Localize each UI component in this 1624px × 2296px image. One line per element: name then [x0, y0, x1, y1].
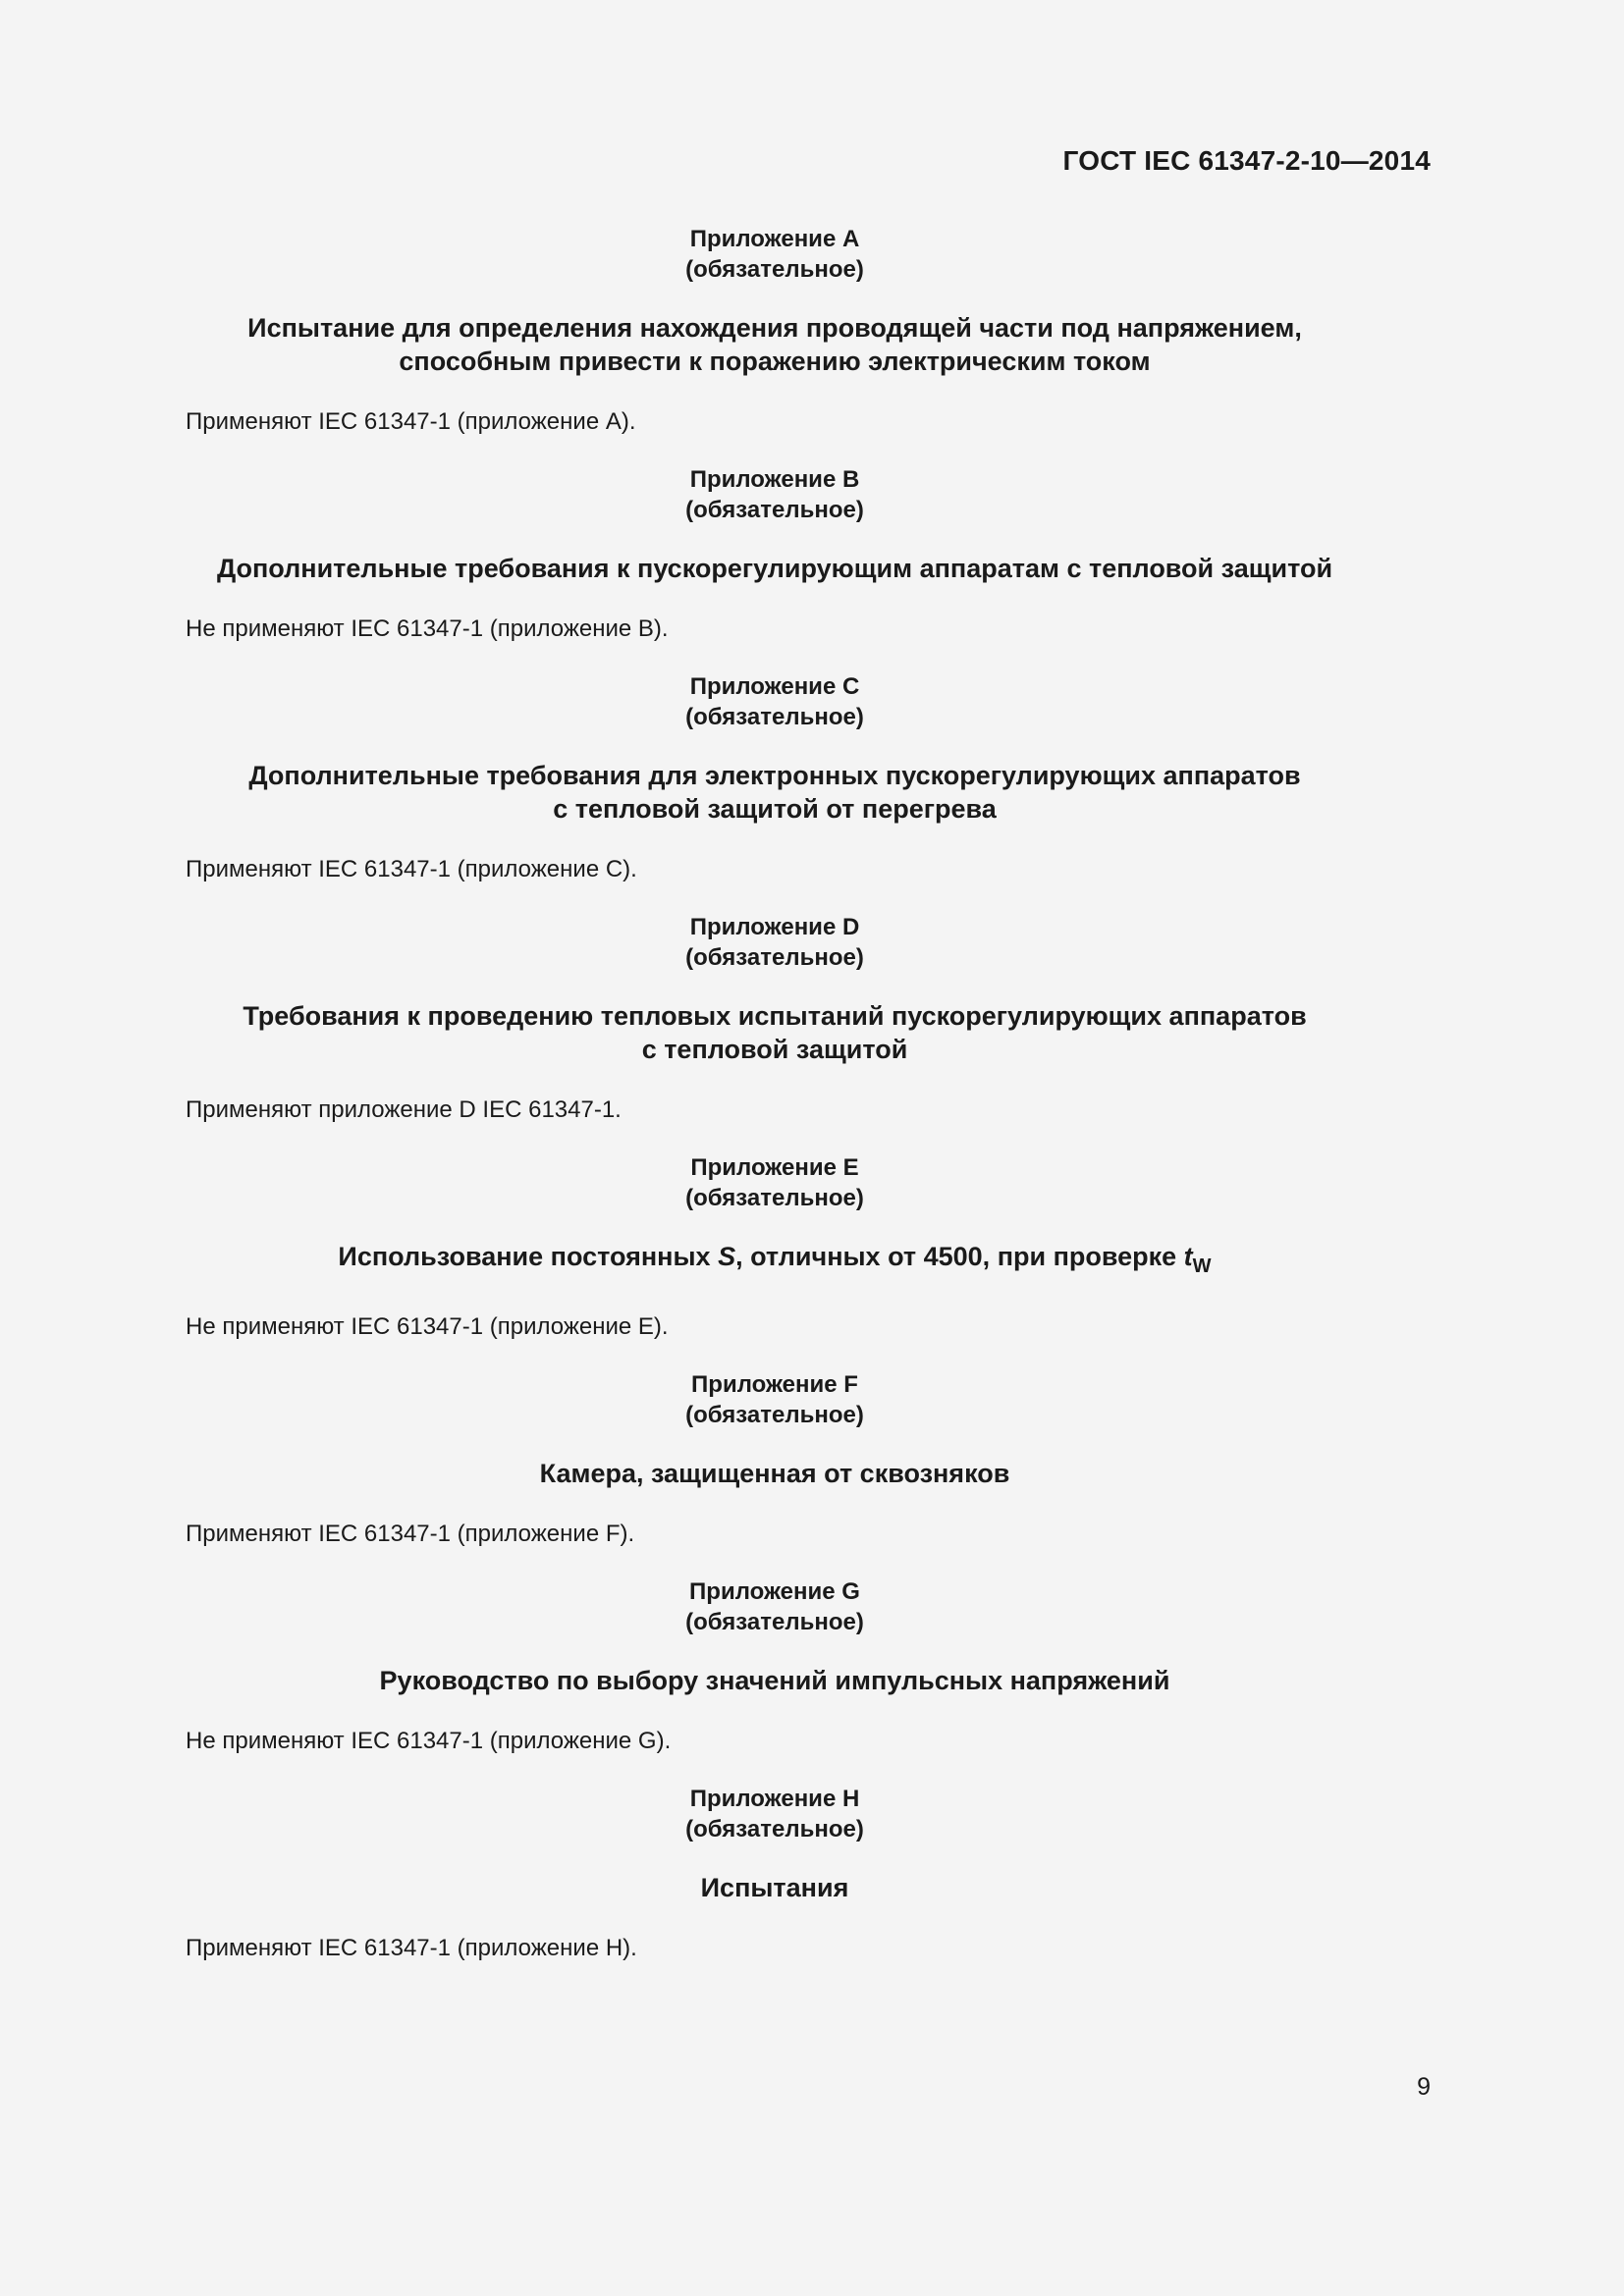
annex-label: Приложение E — [690, 1154, 859, 1181]
annex-label: Приложение C — [689, 673, 860, 700]
annex-text: Применяют IEC 61347-1 (приложение C). — [186, 856, 637, 882]
page-number: 9 — [1417, 2073, 1431, 2101]
annex-title-part: Использование постоянных — [338, 1242, 719, 1271]
annex-f — [186, 1369, 1364, 1549]
annex-c — [186, 671, 1364, 884]
annex-text: Применяют IEC 61347-1 (приложение A). — [186, 408, 636, 435]
annex-status: (обязательное) — [685, 256, 864, 283]
annex-label: Приложение G — [689, 1578, 860, 1605]
annex-title: Дополнительные требования для электронных пускорегулирующих аппаратов с тепловой защитой от перегрева — [248, 761, 1301, 824]
annex-text: Не применяют IEC 61347-1 (приложение G). — [186, 1728, 672, 1754]
annex-title: Дополнительные требования к пускорегулирующим аппаратам с тепловой защитой — [216, 554, 1333, 583]
annex-b — [186, 464, 1364, 644]
annex-list — [186, 224, 1364, 1963]
annex-text: Не применяют IEC 61347-1 (приложение B). — [186, 615, 669, 642]
annex-title: Руководство по выбору значений импульсных напряжений — [379, 1666, 1170, 1695]
annex-a — [186, 224, 1364, 437]
annex-text: Применяют приложение D IEC 61347-1. — [186, 1096, 622, 1123]
annex-label: Приложение A — [689, 226, 860, 252]
annex-label: Приложение D — [689, 914, 860, 940]
annex-title-symbol-s: S — [718, 1242, 736, 1271]
annex-title: Испытания — [700, 1873, 849, 1902]
annex-status: (обязательное) — [685, 1609, 864, 1635]
annex-status: (обязательное) — [685, 944, 864, 971]
annex-h — [186, 1784, 1364, 1963]
annex-label: Приложение H — [689, 1786, 860, 1812]
annex-title-subscript-w: W — [1192, 1255, 1212, 1277]
annex-label: Приложение F — [691, 1371, 858, 1398]
annex-status: (обязательное) — [685, 704, 864, 730]
annex-text: Применяют IEC 61347-1 (приложение F). — [186, 1521, 635, 1547]
annex-title — [186, 1240, 1364, 1283]
annex-e — [186, 1152, 1364, 1342]
annex-title-part: , отличных от 4500, при проверке — [735, 1242, 1184, 1271]
annex-text: Применяют IEC 61347-1 (приложение H). — [186, 1935, 637, 1961]
annex-g — [186, 1576, 1364, 1756]
annex-status: (обязательное) — [685, 1816, 864, 1842]
annex-status: (обязательное) — [685, 1402, 864, 1428]
annex-title: Требования к проведению тепловых испытаний пускорегулирующих аппаратов с тепловой защитой — [243, 1001, 1307, 1064]
annex-text: Не применяют IEC 61347-1 (приложение E). — [186, 1313, 669, 1340]
annex-status: (обязательное) — [685, 1185, 864, 1211]
annex-d — [186, 912, 1364, 1125]
annex-title: Испытание для определения нахождения проводящей части под напряжением, способным привести к поражению электрическим током — [247, 313, 1302, 376]
document-header: ГОСТ IEC 61347-2-10—2014 — [1062, 145, 1431, 176]
annex-status: (обязательное) — [685, 497, 864, 523]
annex-label: Приложение B — [689, 466, 860, 493]
annex-title: Камера, защищенная от сквозняков — [539, 1459, 1010, 1488]
annex-title-symbol-t: t — [1183, 1242, 1193, 1271]
